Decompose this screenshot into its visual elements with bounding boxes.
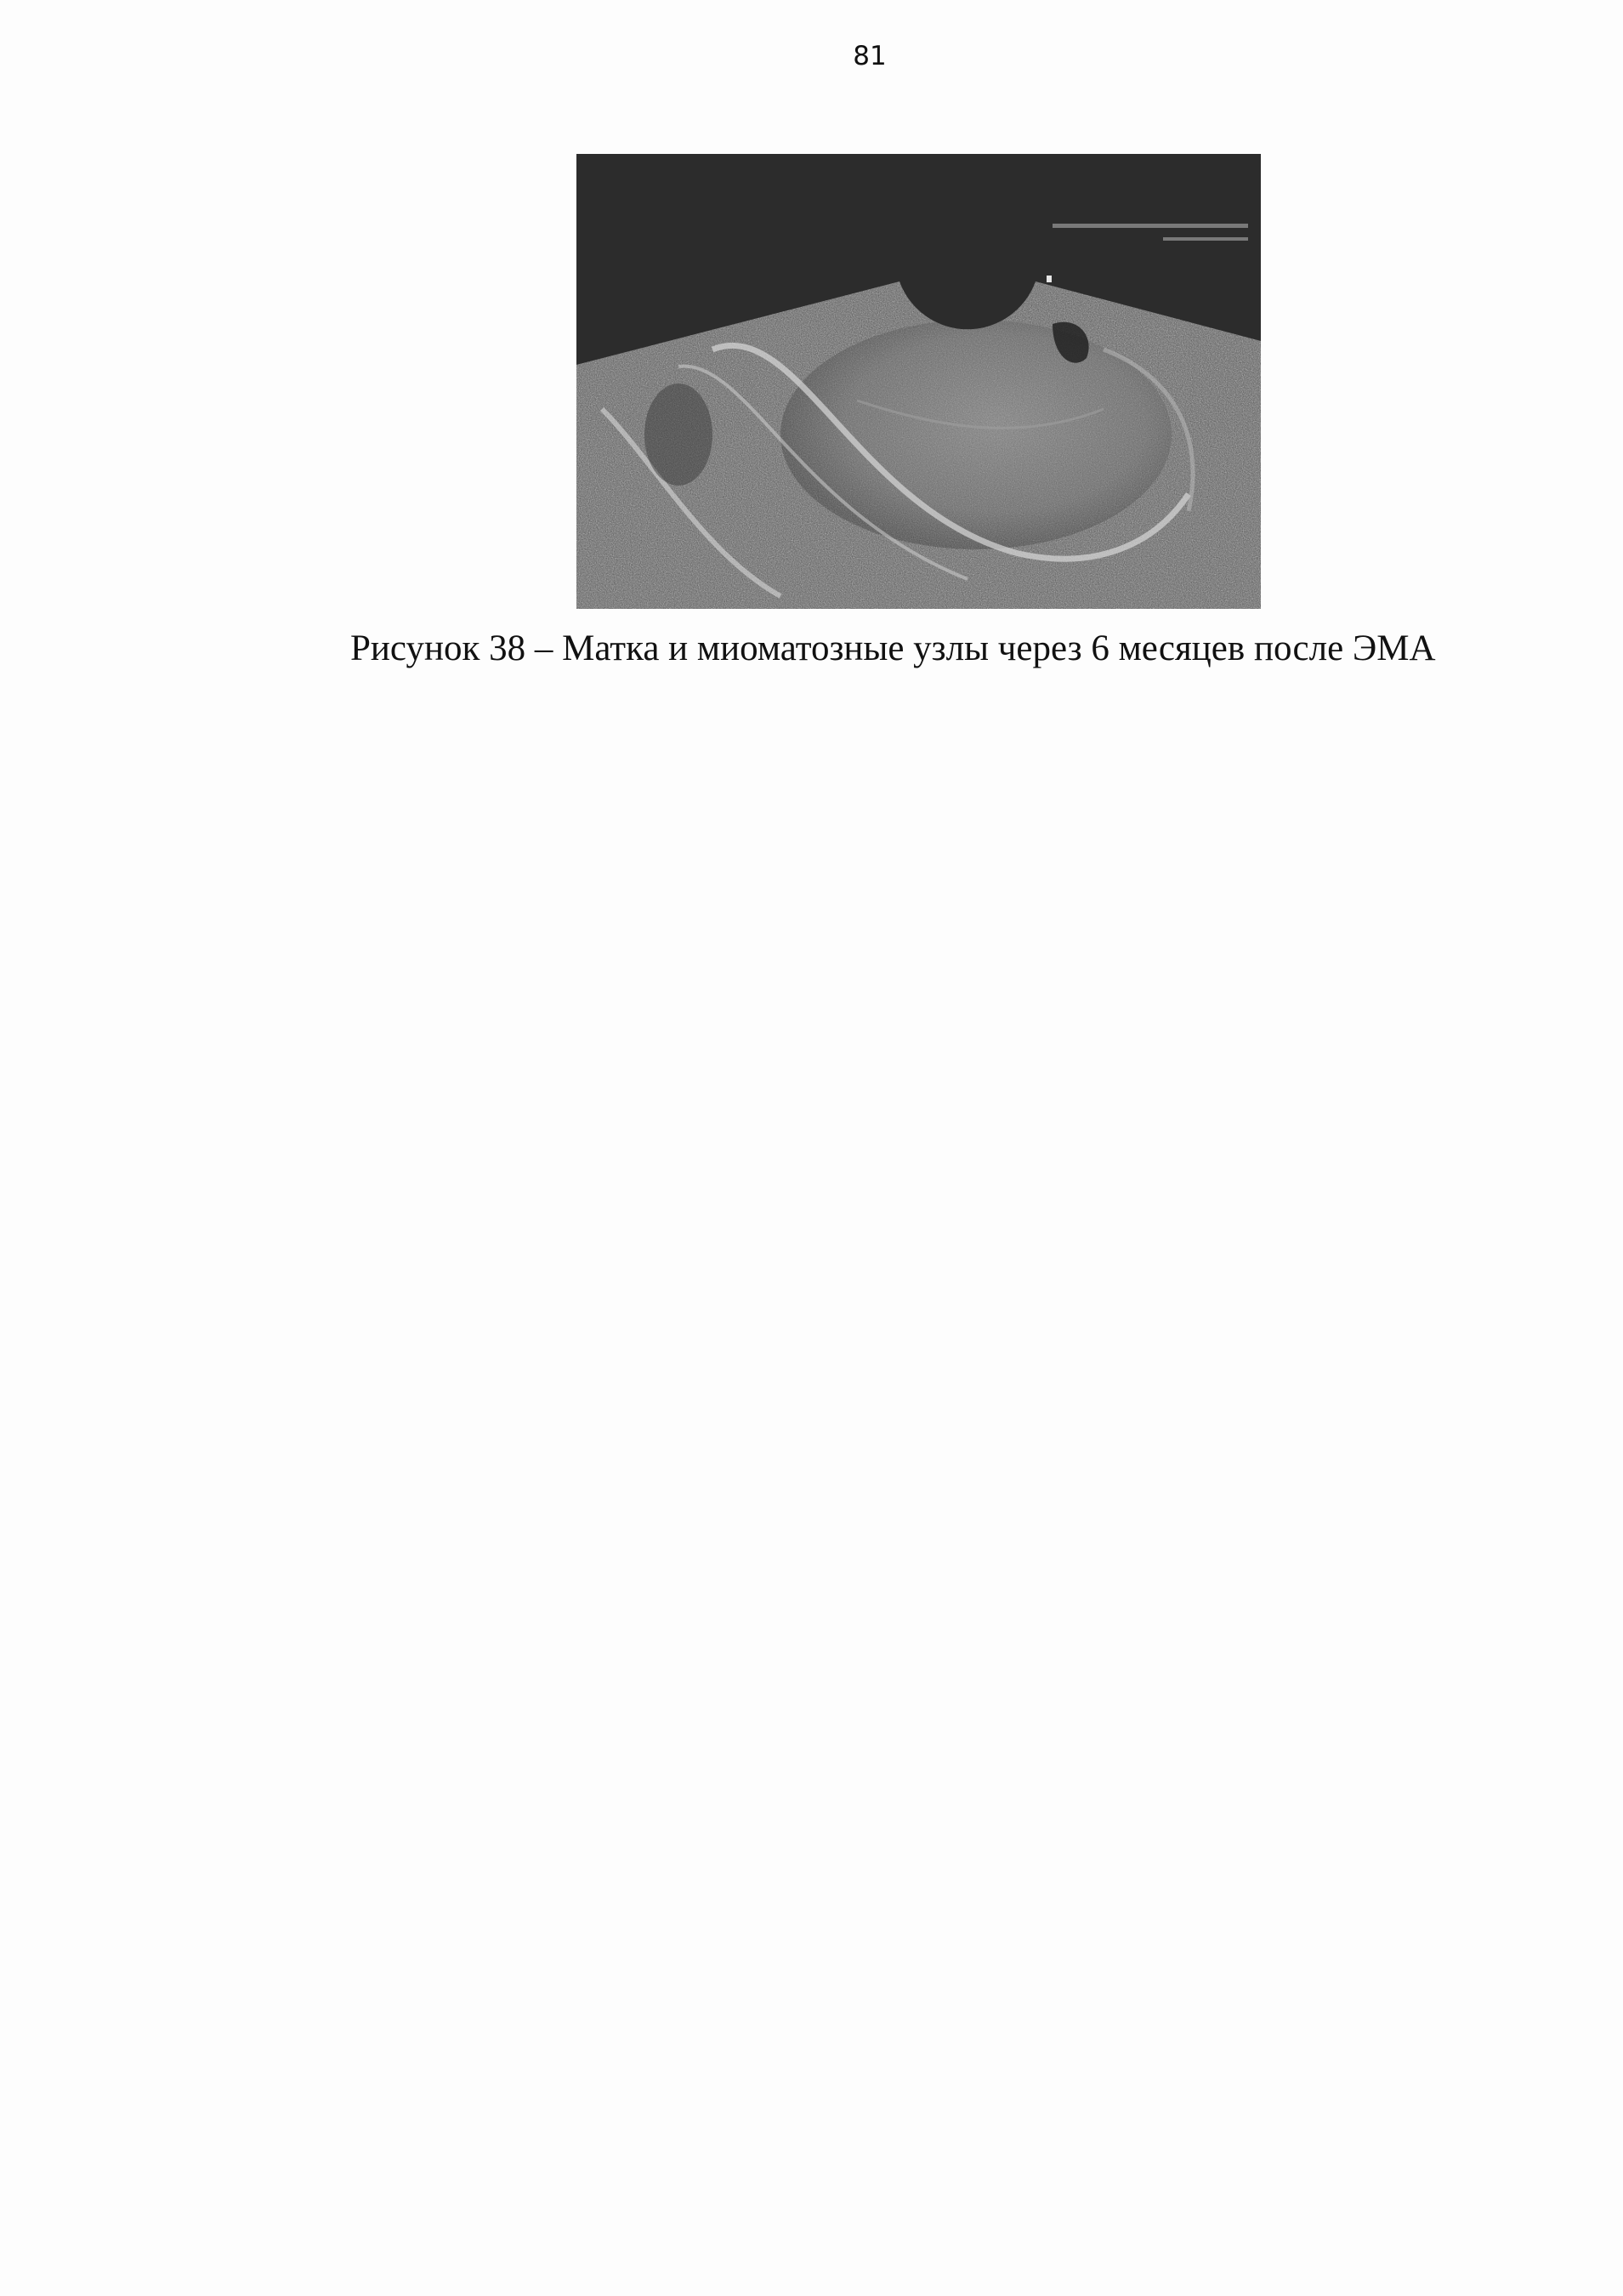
page-number: 81 <box>853 41 887 71</box>
figure-caption: Рисунок 38 – Матка и миоматозные узлы через 6 месяцев после ЭМА <box>350 628 1436 668</box>
ultrasound-image <box>576 154 1261 609</box>
